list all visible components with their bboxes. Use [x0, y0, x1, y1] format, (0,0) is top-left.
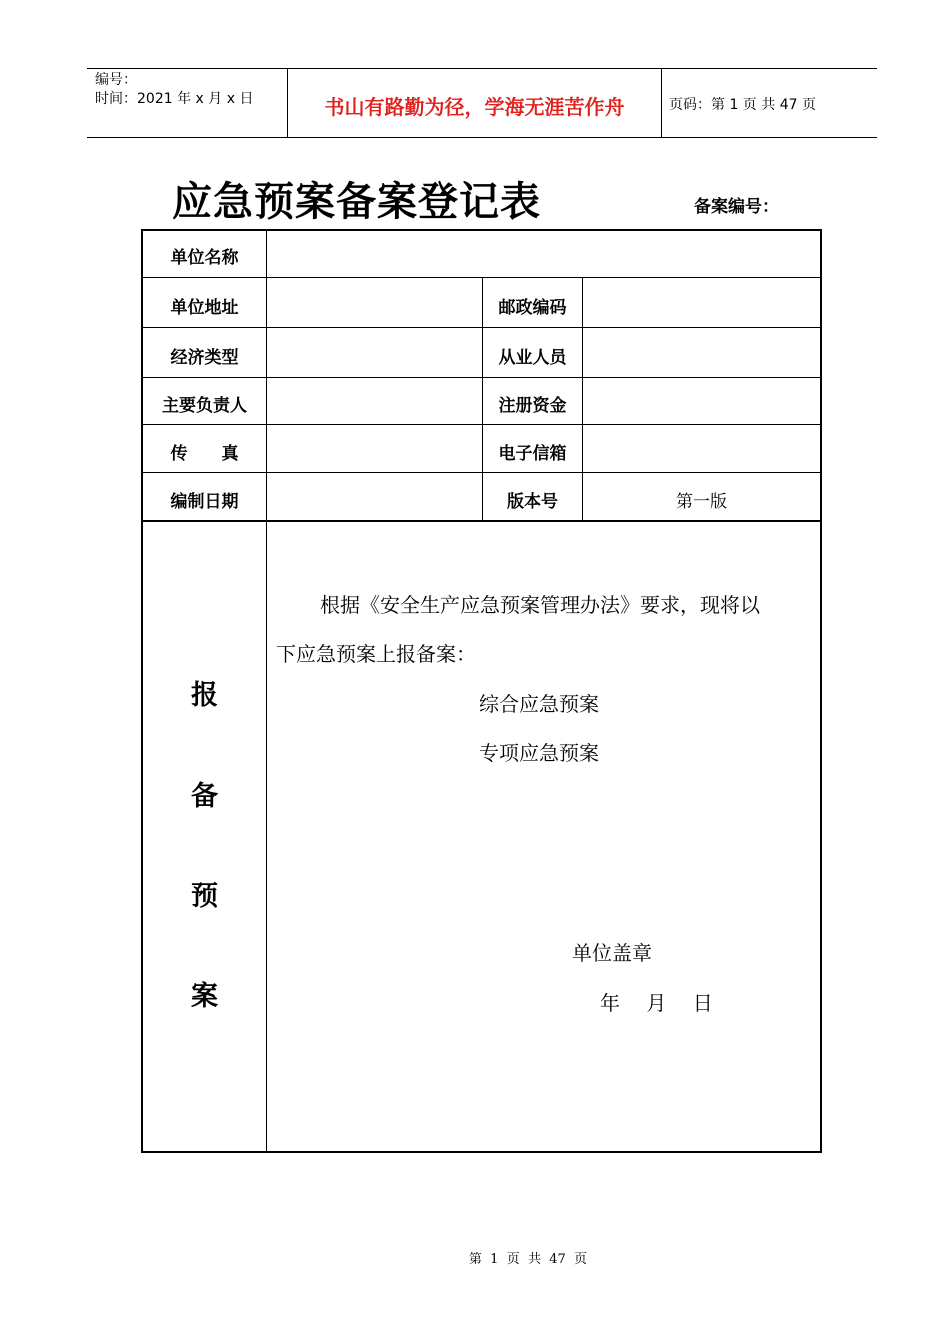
economic-type-field[interactable]	[267, 328, 482, 377]
unit-address-label: 单位地址	[170, 298, 239, 318]
unit-address-field[interactable]	[267, 278, 482, 327]
record-number-label: 备案编号：	[694, 197, 779, 217]
principal-label: 主要负责人	[162, 396, 247, 416]
postal-code-label: 邮政编码	[498, 298, 567, 318]
email-field[interactable]	[583, 425, 820, 472]
registered-capital-field[interactable]	[583, 378, 820, 424]
registration-table	[141, 229, 822, 1153]
plan-comprehensive: 综合应急预案	[479, 692, 599, 716]
version-label: 版本号	[507, 492, 558, 512]
employees-field[interactable]	[583, 328, 820, 377]
header-divider	[661, 69, 662, 137]
filing-paragraph-line2: 下应急预案上报备案：	[276, 642, 476, 666]
header-page-number: 页码：第 1 页 共 47 页	[669, 97, 816, 113]
employees-label: 从业人员	[498, 348, 567, 368]
registered-capital-label: 注册资金	[498, 396, 567, 416]
economic-type-label: 经济类型	[170, 348, 239, 368]
version-value[interactable]: 第一版	[676, 492, 727, 512]
principal-field[interactable]	[267, 378, 482, 424]
plan-special: 专项应急预案	[479, 741, 599, 765]
compile-date-label: 编制日期	[170, 492, 239, 512]
postal-code-field[interactable]	[583, 278, 820, 327]
code-label: 编号：	[95, 72, 137, 88]
time-label: 时间：2021 年 x 月 x 日	[95, 91, 254, 107]
header-meta	[95, 71, 253, 109]
page-footer: 第 1 页 共 47 页	[468, 1252, 588, 1267]
fax-field[interactable]	[267, 425, 482, 472]
filing-char: 报	[191, 680, 218, 711]
filing-date-label: 年 月 日	[600, 991, 713, 1015]
filing-char: 案	[191, 981, 218, 1012]
filing-char: 预	[191, 881, 218, 912]
compile-date-field[interactable]	[267, 473, 482, 520]
unit-name-label: 单位名称	[170, 248, 239, 268]
unit-stamp-label: 单位盖章	[572, 941, 652, 965]
filing-paragraph-line1: 根据《安全生产应急预案管理办法》要求，现将以	[320, 593, 760, 617]
filing-char: 备	[191, 781, 218, 812]
page-title: 应急预案备案登记表	[172, 178, 541, 225]
fax-label: 传 真	[170, 444, 239, 464]
email-label: 电子信箱	[498, 444, 567, 464]
document-header	[87, 68, 877, 138]
unit-name-field[interactable]	[267, 231, 820, 277]
header-motto: 书山有路勤为径，学海无涯苦作舟	[324, 95, 625, 119]
